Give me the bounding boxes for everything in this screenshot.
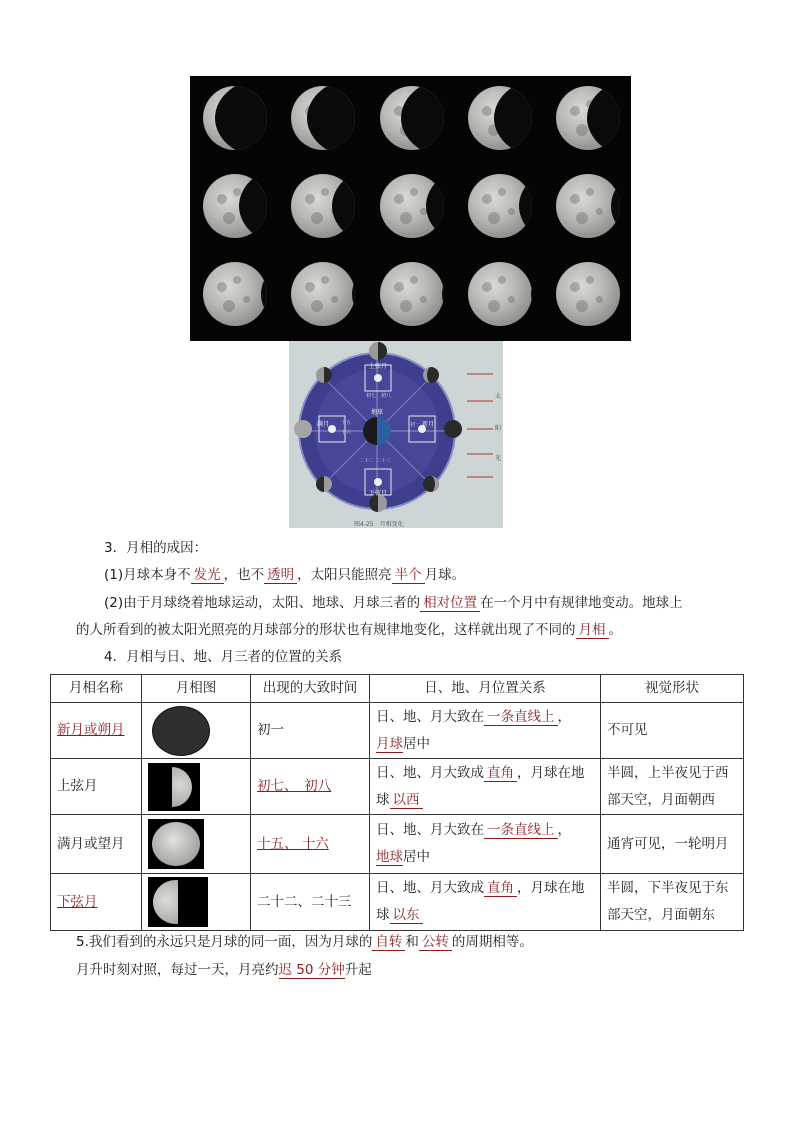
eclipse-moon-image — [291, 262, 355, 326]
diagram-caption: 图4-25 月相变化 — [354, 521, 404, 528]
crater — [243, 296, 250, 303]
table-row — [51, 703, 744, 759]
diagram-label-earth: 地球 — [371, 409, 384, 416]
crater — [400, 212, 412, 224]
crater — [223, 212, 235, 224]
earth-shadow — [307, 86, 355, 150]
diagram-sun-char-2: 阳 — [495, 425, 502, 432]
phase-image-cell — [142, 874, 251, 931]
crater — [488, 300, 500, 312]
crater — [508, 296, 515, 303]
crater — [400, 300, 412, 312]
first-quarter-image — [148, 763, 200, 811]
text: 日、地、月大致成 — [376, 764, 484, 781]
crater — [394, 194, 404, 204]
eclipse-moon-image — [556, 174, 620, 238]
eclipse-moon-image — [380, 262, 444, 326]
header-time: 出现的大致时间 — [251, 675, 370, 703]
moon-phase-photo — [190, 76, 631, 341]
phase-relation — [370, 815, 601, 874]
answer-fill: 月相 — [576, 622, 609, 639]
text: ，月球在地 — [517, 764, 585, 781]
moonrise-note — [76, 960, 372, 980]
new-moon-image — [152, 706, 210, 756]
text: 球 — [376, 791, 390, 808]
phase-time: 十五、 十六 — [251, 815, 370, 874]
diagram-label-top: 上弦月 — [369, 363, 388, 370]
crater — [488, 212, 500, 224]
diagram-label-top-days: 初七 初八 — [366, 393, 392, 399]
crater — [576, 300, 588, 312]
crater — [321, 276, 329, 284]
crater — [233, 276, 241, 284]
answer-fill: 月球 — [376, 735, 403, 752]
section-3-p2-cont — [76, 620, 622, 640]
text: 。 — [608, 622, 622, 638]
crater — [305, 282, 315, 292]
diagram-label-bottom-days: 二十二 二十三 — [359, 458, 391, 464]
answer-fill: 以西 — [390, 792, 423, 809]
eclipse-moon-image — [468, 262, 532, 326]
eclipse-moon-image — [556, 262, 620, 326]
phase-image-cell — [142, 703, 251, 759]
crater — [410, 188, 418, 196]
crater — [305, 194, 315, 204]
earth-shadow — [494, 86, 532, 150]
phase-name: 满月或望月 — [51, 815, 142, 874]
answer-fill: 相对位置 — [420, 595, 480, 612]
text: 日、地、月大致成 — [376, 880, 484, 896]
crater — [596, 208, 603, 215]
earth-shadow — [352, 262, 355, 326]
text: ，太阳只能照亮 — [297, 567, 392, 583]
crater — [311, 212, 323, 224]
earth-shadow — [332, 174, 355, 238]
diagram-label-left: 满月 — [317, 421, 330, 428]
diagram-label-bottom: 下弦月 — [369, 490, 388, 497]
earth-shadow — [426, 174, 444, 238]
answer-fill: 一条直线上 — [484, 822, 558, 839]
crater — [482, 194, 492, 204]
section-4-title: 4．月相与日、地、月三者的位置的关系 — [104, 649, 343, 665]
text: ， — [557, 708, 571, 725]
text: ， — [557, 822, 571, 838]
crater — [508, 208, 515, 215]
text: 球 — [376, 907, 390, 923]
earth-shadow — [239, 174, 267, 238]
answer-fill: 直角 — [484, 880, 517, 897]
crater — [217, 194, 227, 204]
text: ，也不 — [223, 567, 265, 583]
text: (1)月球本身不 — [104, 567, 191, 583]
full-moon-image — [148, 819, 204, 869]
earth-shadow — [587, 86, 620, 150]
eclipse-moon-image — [291, 86, 355, 150]
crater — [596, 296, 603, 303]
crater — [311, 300, 323, 312]
phase-relation — [370, 759, 601, 815]
text: (2)由于月球绕着地球运动，太阳、地球、月球三者的 — [104, 595, 421, 611]
diagram-label-right2: 初一 — [410, 422, 421, 428]
eclipse-moon-image — [380, 174, 444, 238]
text: 居中 — [403, 849, 430, 865]
text: 的人所看到的被太阳光照亮的月球部分的形状也有规律地变化，这样就出现了不同的 — [76, 622, 576, 638]
phase-relation — [370, 703, 601, 759]
text: 居中 — [403, 735, 430, 752]
eclipse-moon-image — [291, 174, 355, 238]
moon-orbit-svg — [289, 341, 503, 528]
phase-name: 新月或朔月 — [51, 703, 142, 759]
header-image: 月相图 — [142, 675, 251, 703]
answer-fill: 以东 — [390, 907, 423, 924]
table-header-row — [51, 675, 744, 703]
crater — [576, 124, 588, 136]
eclipse-moon-image — [468, 174, 532, 238]
phase-shape: 不可见 — [601, 703, 744, 759]
text: 月球。 — [424, 567, 466, 583]
text: 日、地、月大致在 — [376, 708, 484, 725]
earth-shadow — [519, 174, 532, 238]
text: 月升时刻对照，每过一天，月亮约 — [76, 962, 279, 978]
phase-image-cell — [142, 759, 251, 815]
header-name: 月相名称 — [51, 675, 142, 703]
answer-fill: 直角 — [484, 765, 517, 782]
diagram-label-left3: 十六 — [341, 430, 352, 436]
header-shape: 视觉形状 — [601, 675, 744, 703]
crater — [217, 282, 227, 292]
earth-shadow — [215, 86, 267, 150]
text: 5.我们看到的永远只是月球的同一面，因为月球的 — [76, 934, 373, 950]
crater — [482, 282, 492, 292]
earth-shadow — [261, 262, 267, 326]
phase-shape: 半圆，上半夜见于西部天空，月面朝西 — [601, 759, 744, 815]
crater — [576, 212, 588, 224]
header-relation: 日、地、月位置关系 — [370, 675, 601, 703]
crater — [570, 194, 580, 204]
table-row — [51, 874, 744, 931]
text: 升起 — [344, 962, 372, 978]
eclipse-moon-image — [203, 86, 267, 150]
text: 日、地、月大致在 — [376, 822, 484, 838]
earth-shadow — [401, 86, 444, 150]
eclipse-moon-image — [380, 86, 444, 150]
phase-name: 下弦月 — [51, 874, 142, 931]
answer-fill: 发光 — [191, 567, 224, 584]
phase-shape: 通宵可见，一轮明月 — [601, 815, 744, 874]
phase-image-cell — [142, 815, 251, 874]
phase-time: 二十二、二十三 — [251, 874, 370, 931]
eclipse-moon-image — [203, 262, 267, 326]
crater — [394, 282, 404, 292]
answer-fill: 一条直线上 — [484, 709, 558, 726]
section-5 — [76, 932, 533, 952]
crater — [498, 188, 506, 196]
diagram-sun-char-1: 太 — [495, 393, 502, 400]
moon-phase-diagram — [289, 341, 503, 528]
crater — [410, 276, 418, 284]
crater — [331, 296, 338, 303]
section-3-title: 3．月相的成因： — [104, 540, 208, 556]
eclipse-moon-image — [203, 174, 267, 238]
phase-time: 初一 — [251, 703, 370, 759]
phase-time: 初七、 初八 — [251, 759, 370, 815]
crater — [482, 106, 492, 116]
moon-phase-table — [50, 674, 744, 931]
crater — [586, 188, 594, 196]
diagram-sun-char-3: 光 — [495, 455, 502, 462]
earth-shadow — [442, 262, 444, 326]
eclipse-moon-image — [556, 86, 620, 150]
earth-shadow — [611, 174, 620, 238]
answer-fill: 透明 — [264, 567, 297, 584]
text: 的周期相等。 — [451, 934, 533, 950]
eclipse-moon-image — [468, 86, 532, 150]
text: 和 — [405, 934, 419, 950]
section-3-p1 — [104, 565, 465, 585]
crater — [498, 276, 506, 284]
answer-fill: 地球 — [376, 849, 403, 865]
crater — [420, 296, 427, 303]
answer-fill: 迟 50 分钟 — [278, 962, 345, 978]
diagram-label-left2: 十五 — [341, 420, 352, 426]
crater — [223, 300, 235, 312]
section-3-p2 — [104, 593, 683, 613]
crater — [321, 188, 329, 196]
last-quarter-image — [148, 877, 208, 927]
text: 在一个月中有规律地变动。地球上 — [480, 595, 683, 611]
answer-fill: 半个 — [392, 567, 425, 584]
earth-shadow — [531, 262, 532, 326]
table-row — [51, 815, 744, 874]
diagram-label-right: 新月 — [422, 421, 435, 428]
answer-fill: 公转 — [419, 934, 452, 951]
phase-shape: 半圆，下半夜见于东部天空，月面朝东 — [601, 874, 744, 931]
crater — [570, 282, 580, 292]
phase-name: 上弦月 — [51, 759, 142, 815]
crater — [586, 276, 594, 284]
phase-relation — [370, 874, 601, 931]
answer-fill: 自转 — [372, 934, 405, 951]
table-row — [51, 759, 744, 815]
crater — [570, 106, 580, 116]
text: ，月球在地 — [517, 880, 585, 896]
